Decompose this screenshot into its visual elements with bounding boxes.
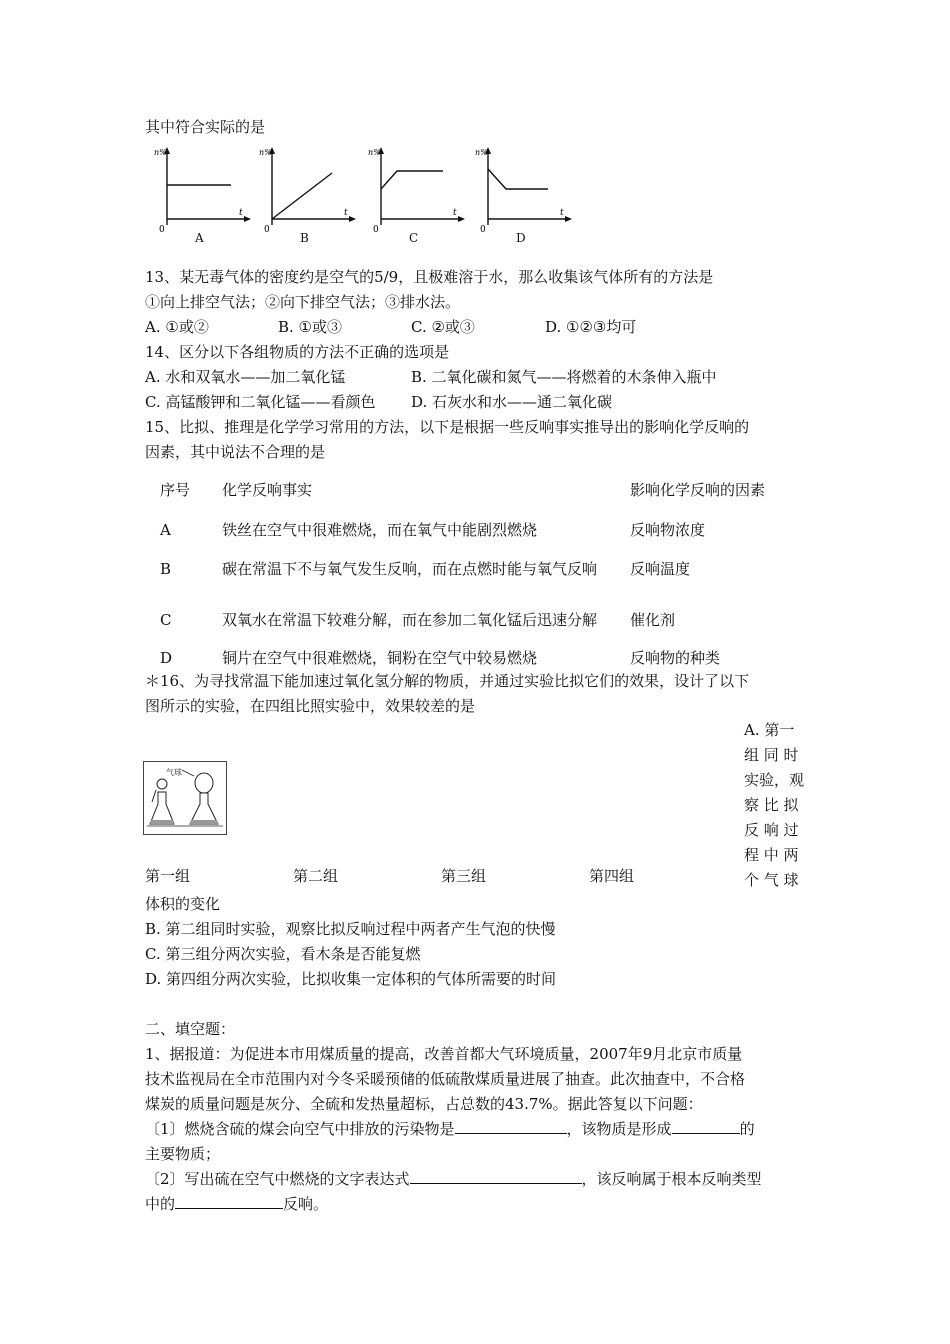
table-cell-index: C — [160, 610, 172, 629]
q13-option-a: A. ①或② — [145, 318, 209, 336]
sub1-text-b: ，该物质是形成 — [566, 1120, 672, 1138]
q15-stem-line2: 因素，其中说法不合理的是 — [145, 443, 326, 461]
table-cell-fact: 铁丝在空气中很难燃烧，而在氧气中能剧烈燃烧 — [222, 521, 538, 539]
q16-stem-line2: 图所示的实验，在四组比照实验中，效果较差的是 — [145, 697, 476, 715]
q13-methods: ①向上排空气法；②向下排空气法；③排水法。 — [145, 293, 461, 311]
sub1-text-c: 的 — [739, 1120, 755, 1138]
graph-c-label: C — [409, 231, 419, 245]
q16-option-a-end: 体积的变化 — [145, 895, 221, 913]
fill-q1-para-line1: 1、据报道：为促进本市用煤质量的提高，改善首都大气环境质量，2007年9月北京市质量 — [145, 1045, 743, 1063]
q16-option-c: C. 第三组分两次实验，看木条是否能复燃 — [145, 945, 421, 963]
fill-q1-para-line2: 技术监视局在全市范围内对今冬采暖预储的低硫散煤质量进展了抽查。此次抽查中，不合格 — [145, 1070, 746, 1088]
flask-balloon-figure — [143, 761, 227, 835]
graph-a-origin: 0 — [159, 225, 165, 233]
graph-a-xlabel: t — [239, 208, 243, 218]
q16-option-a-line: A. 第一 — [744, 721, 795, 739]
table-header-fact: 化学反响事实 — [222, 481, 313, 499]
q15-table — [160, 463, 780, 671]
graph-a-label: A — [195, 231, 204, 245]
q16-stem-line1: ＊16、为寻找常温下能加速过氧化氢分解的物质，并通过实验比拟它们的效果，设计了以下 — [145, 672, 750, 690]
table-header-index: 序号 — [160, 481, 191, 499]
section-title: 二、填空题： — [145, 1020, 236, 1038]
graph-d-ylabel: n% — [475, 148, 488, 157]
graph-d-origin: 0 — [480, 225, 486, 233]
graph-d — [474, 143, 574, 248]
answer-blank-formation[interactable] — [672, 1119, 740, 1134]
fill-q1-para-line3: 煤炭的质量问题是灰分、全硫和发热量超标，占总数的43.7%。据此答复以下问题： — [145, 1095, 703, 1113]
sub1-text-a: 〔1〕燃烧含硫的煤会向空气中排放的污染物是 — [145, 1120, 455, 1138]
q16-option-a-line: 察 比 拟 — [744, 796, 799, 814]
graph-d-label: D — [516, 231, 526, 245]
sub2-text-c: 中的 — [145, 1195, 176, 1213]
group-2-label: 第二组 — [293, 867, 339, 885]
graph-b-xlabel: t — [344, 208, 348, 218]
table-cell-index: B — [160, 559, 172, 578]
figure-balloon-label: 气球 — [166, 768, 182, 777]
q16-option-a-line: 程 中 两 — [744, 846, 799, 864]
table-cell-factor: 催化剂 — [630, 610, 676, 629]
table-row — [160, 645, 780, 671]
graph-c-ylabel: n% — [368, 148, 381, 157]
q16-option-a-line: 实验，观 — [744, 771, 805, 789]
answer-blank-word-equation[interactable] — [410, 1169, 582, 1184]
fill-q1-sub1 — [145, 1118, 755, 1140]
sub2-text-b: ，该反响属于根本反响类型 — [581, 1170, 762, 1188]
q14-option-a: A. 水和双氧水——加二氧化锰 — [145, 368, 346, 386]
q14-stem: 14、区分以下各组物质的方法不正确的选项是 — [145, 343, 450, 361]
group-3-label: 第三组 — [441, 867, 487, 885]
sub2-text-d: 反响。 — [283, 1195, 329, 1213]
table-header-factor: 影响化学反响的因素 — [630, 481, 766, 499]
fill-q1-sub2-end — [145, 1193, 328, 1215]
q15-stem-line1: 15、比拟、推理是化学学习常用的方法，以下是根据一些反响事实推导出的影响化学反响的 — [145, 418, 750, 436]
graph-a-ylabel: n% — [154, 148, 167, 157]
table-cell-factor: 反响物的种类 — [630, 649, 721, 667]
graph-d-xlabel: t — [560, 208, 564, 218]
graph-b — [258, 143, 358, 248]
question-intro: 其中符合实际的是 — [145, 118, 266, 136]
graph-b-ylabel: n% — [259, 148, 272, 157]
graph-b-origin: 0 — [264, 225, 270, 233]
graph-a — [153, 143, 253, 248]
q13-option-d: D. ①②③均可 — [545, 318, 637, 336]
q16-option-a-line: 组 同 时 — [744, 746, 799, 764]
q16-option-d: D. 第四组分两次实验，比拟收集一定体积的气体所需要的时间 — [145, 970, 557, 988]
q14-option-b: B. 二氧化碳和氮气——将燃着的木条伸入瓶中 — [411, 368, 717, 386]
table-row — [160, 543, 780, 594]
graph-options — [145, 143, 585, 253]
q16-option-a-line: 反 响 过 — [744, 821, 799, 839]
q14-option-c: C. 高锰酸钾和二氧化锰——看颜色 — [145, 393, 376, 411]
answer-blank-reaction-type[interactable] — [175, 1194, 283, 1209]
table-row — [160, 517, 780, 543]
q13-stem: 13、某无毒气体的密度约是空气的5/9，且极难溶于水，那么收集该气体所有的方法是 — [145, 268, 714, 286]
group-1-label: 第一组 — [145, 867, 191, 885]
graph-c-xlabel: t — [453, 208, 457, 218]
group-4-label: 第四组 — [589, 867, 635, 885]
answer-blank-pollutant[interactable] — [455, 1119, 567, 1134]
q13-option-c: C. ②或③ — [411, 318, 475, 336]
table-cell-factor: 反响物浓度 — [630, 521, 706, 539]
table-cell-index: D — [160, 649, 173, 667]
table-cell-fact: 铜片在空气中很难燃烧，铜粉在空气中较易燃烧 — [222, 649, 538, 667]
table-cell-index: A — [160, 521, 171, 539]
table-cell-factor: 反响温度 — [630, 559, 691, 578]
q14-option-d: D. 石灰水和水——通二氧化碳 — [411, 393, 613, 411]
q16-option-b: B. 第二组同时实验，观察比拟反响过程中两者产生气泡的快慢 — [145, 920, 556, 938]
graph-c-origin: 0 — [373, 225, 379, 233]
q16-option-a-column — [744, 718, 808, 893]
fill-q1-sub1-end: 主要物质； — [145, 1145, 221, 1163]
fill-q1-sub2 — [145, 1168, 762, 1190]
table-cell-fact: 双氧水在常温下较难分解，而在参加二氧化锰后迅速分解 — [222, 610, 598, 629]
sub2-text-a: 〔2〕写出硫在空气中燃烧的文字表达式 — [145, 1170, 410, 1188]
graph-b-label: B — [300, 231, 309, 245]
table-row — [160, 594, 780, 645]
q13-option-b: B. ①或③ — [278, 318, 343, 336]
q16-option-a-line: 个 气 球 — [744, 871, 799, 889]
table-header-row — [160, 463, 780, 517]
graph-c — [367, 143, 467, 248]
table-cell-fact: 碳在常温下不与氧气发生反响，而在点燃时能与氧气反响 — [222, 559, 598, 578]
